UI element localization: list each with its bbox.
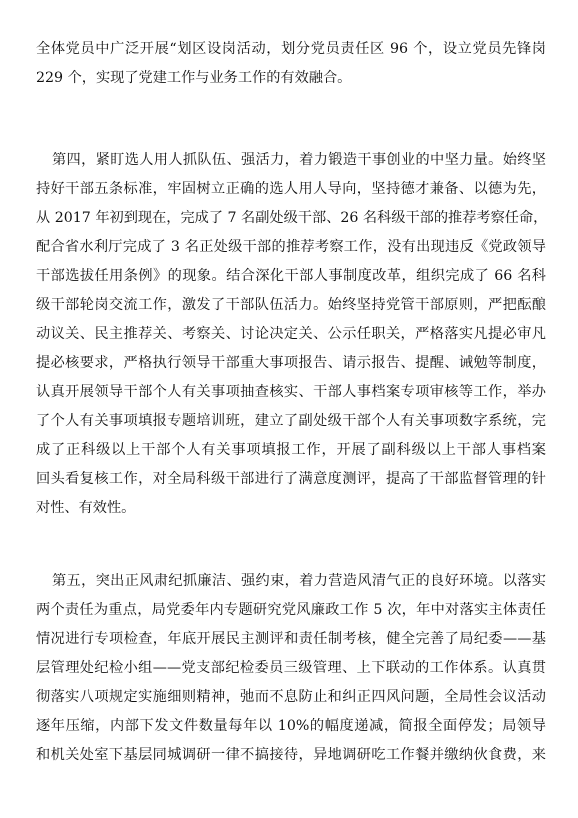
paragraph-party-building: [36, 35, 546, 93]
text-line: 229 个，实现了党建工作与业务工作的有效融合。: [36, 70, 352, 86]
text-line: 第四，紧盯选人用人抓队伍、强活力，着力锻造干事创业的中坚力量。始终坚: [52, 152, 546, 168]
text-line: 情况进行专项检查，年底开展民主测评和责任制考核，健全完善了局纪委——基: [36, 631, 546, 647]
text-line: 和机关处室下基层同城调研一律不搞接待，异地调研吃工作餐并缴纳伙食费，来: [36, 747, 546, 763]
text-line: 全体党员中广泛开展“划区设岗活动，划分党员责任区 96 个，设立党员先锋岗: [36, 41, 546, 57]
text-line: 干部选拔任用条例》的现象。结合深化干部人事制度改革，组织完成了 66 名科: [36, 268, 546, 284]
paragraph-cadre-selection: [36, 146, 546, 523]
text-line: 回头看复核工作，对全局科级干部进行了满意度测评，提高了干部监督管理的针: [36, 471, 546, 487]
text-line: 彻落实八项规定实施细则精神，弛而不息防止和纠正四风问题，全局性会议活动: [36, 689, 546, 705]
text-line: 配合省水利厅完成了 3 名正处级干部的推荐考察工作，没有出现违反《党政领导: [36, 239, 546, 255]
text-line: 层管理处纪检小组——党支部纪检委员三级管理、上下联动的工作体系。认真贯: [36, 660, 546, 676]
text-line: 了个人有关事项填报专题培训班，建立了副处级干部个人有关事项数字系统，完: [36, 413, 546, 429]
text-line: 从 2017 年初到现在，完成了 7 名副处级干部、26 名科级干部的推荐考察任命，: [36, 210, 548, 226]
text-line: 持好干部五条标准，牢固树立正确的选人用人导向，坚持德才兼备、以德为先，: [36, 181, 546, 197]
text-line: 提必核要求，严格执行领导干部重大事项报告、请示报告、提醒、诫勉等制度，: [36, 355, 546, 371]
text-line: 级干部轮岗交流工作，激发了干部队伍活力。始终坚持党管干部原则，严把酝酿: [36, 297, 546, 313]
text-line: 对性、有效性。: [36, 500, 136, 516]
text-line: 逐年压缩，内部下发文件数量每年以 10%的幅度递减，简报全面停发；局领导: [36, 718, 546, 734]
text-line: 成了正科级以上干部个人有关事项填报工作，开展了副科级以上干部人事档案: [36, 442, 546, 458]
text-line: 动议关、民主推荐关、考察关、讨论决定关、公示任职关，严格落实凡提必审凡: [36, 326, 546, 342]
paragraph-integrity-discipline: [36, 567, 546, 770]
text-line: 第五，突出正风肃纪抓廉洁、强约束，着力营造风清气正的良好环境。以落实: [52, 573, 546, 589]
text-line: 两个责任为重点，局党委年内专题研究党风廉政工作 5 次，年中对落实主体责任: [36, 602, 546, 618]
text-line: 认真开展领导干部个人有关事项抽查核实、干部人事档案专项审核等工作，举办: [36, 384, 546, 400]
